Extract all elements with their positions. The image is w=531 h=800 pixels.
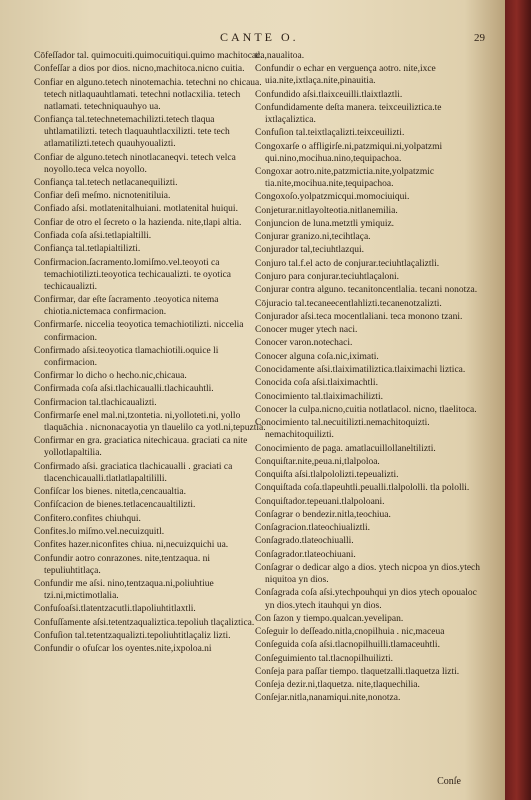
dictionary-entry: Confundir o echar en verguença aotro. nite,ixce uia.nite,ixtlaça.nite,pinauitia. — [255, 64, 436, 87]
dictionary-entry: Confuſoaſsi.tlatentzacutli.tlapoliuhtitlaxtli. — [34, 604, 196, 615]
dictionary-entry: Cōfeſſador tal. quimocuiti.quimocuitiqui.quimo machitocac. — [34, 51, 263, 61]
dictionary-entry: Conſagrador.tlateochiuani. — [255, 549, 356, 560]
dictionary-entry: Confiado aſsi. motlatenitalhuiani. motlatenital huiqui. — [34, 204, 238, 215]
dictionary-entry: Confiança tal.tetechnetemachilizti.tetech tlaqua uhtlamatilizti. tetech tlaquauhtlacxilizti. tete tech atlamatilizti.tetech quauhyoualizti. — [34, 115, 230, 150]
dictionary-entry: Conſagrada coſa aſsi.ytechpouhqui yn dios ytech opoualoc yn dios.ytech itauhqui yn dios. — [255, 588, 477, 611]
dictionary-entry: Confirmar lo dicho o hecho.nic,chicaua. — [34, 371, 187, 382]
dictionary-entry: Confiar en alguno.tetech ninotemachia. tetechni no chicaua. tetech nitlaquauhtlamati. tetechni notlacxilia. tetech natlamati. tetechniquauhyo ua. — [34, 77, 262, 112]
dictionary-entry: Conjeturar.nitlayolteotia.nitlanemilia. — [255, 205, 398, 216]
dictionary-entry: Conſagrar o dedicar algo a dios. ytech nicpoa yn dios.ytech niquitoa yn dios. — [255, 563, 481, 586]
dictionary-entry: Confirmado aſsi.teoyotica tlamachiotili.oquice li confirmacion. — [34, 345, 219, 368]
dictionary-entry: Confundir me aſsi. nino,tentzaqua.ni,poliuhtiue tzi.ni,mictimotlalia. — [34, 578, 214, 601]
dictionary-entry: tla,naualitoa. — [255, 51, 305, 61]
dictionary-entry: Conjurar contra alguno. tecanitoncentlalia. tecani nonotza. — [255, 285, 478, 296]
dictionary-entry: Conſagracion.tlateochiualiztli. — [255, 523, 371, 534]
dictionary-entry: Cōjuracio tal.tecaneecentlahlizti.tecanenotzalizti. — [255, 298, 442, 309]
dictionary-entry: Conocimiento tal.tlaiximachilizti. — [255, 391, 383, 402]
dictionary-entry: Confiança tal.tetech netlacanequilizti. — [34, 177, 178, 188]
dictionary-entry: Confirmado aſsi. graciatica tlachicaualli . graciati ca tlacenchicaualli.tlatlatlapaltililli. — [34, 461, 233, 484]
dictionary-entry: Conocida coſa aſsi.tlaiximachtli. — [255, 378, 378, 389]
dictionary-entry: Confiança tal.tetlapialtilizti. — [34, 244, 141, 255]
dictionary-entry: Confirmarſe enel mal.ni,tzontetia. ni,yolloteti.ni, yollo tlaquāchia . nicnonacayotia yn tlauelilo ca yotl.ni,tepuztia. — [34, 411, 266, 434]
running-title: CANTE O. — [220, 30, 299, 44]
dictionary-entry: Confirmar en gra. graciatica nitechicaua. graciati ca nite yollotlapaltilia. — [34, 436, 248, 459]
dictionary-entry: Conjurador aſsi.teca mocentlaliani. teca monono tzani. — [255, 311, 463, 322]
dictionary-entry: Conjurador tal,teciuhtlazqui. — [255, 245, 364, 256]
dictionary-entry: Confiar deſi meſmo. nicnotenitiluia. — [34, 191, 171, 202]
dictionary-entry: Conquiſtada coſa.tlapeuhtli.peualli.tlalpololli. tla pololli. — [255, 483, 470, 494]
dictionary-entry: Confirmada coſa aſsi.tlachicaualli.tlachicauhtli. — [34, 384, 214, 395]
dictionary-entry: Congoxar aotro.nite,patzmictia.nite,yolpatzmic tia.nite,mocihua.nite,tequipachoa. — [255, 166, 435, 190]
dictionary-entry: Conſejar.nitla,nanamiqui.nite,nonotza. — [255, 693, 401, 704]
dictionary-entry: Confundido aſsi.tlaixceuilli.tlaixtlaztli. — [255, 89, 403, 100]
dictionary-entry: Conquiſtador.tepeuani.tlalpoloani. — [255, 496, 385, 507]
dictionary-entry: Conſeja dezir.ni,tlaquetza. nite,tlaquechilia. — [255, 680, 420, 691]
dictionary-entry: Confirmar, dar eſte ſacramento .teoyotica nitema chiotia.nictemaca confirmacion. — [34, 295, 219, 318]
dictionary-entry: Confuſion tal.tetentzaqualizti.tepoliuhtitlaçaliz lizti. — [34, 630, 231, 641]
dictionary-entry: Confites hazer.niconfites chiua. ni,necuizquichi ua. — [34, 540, 229, 551]
dictionary-entry: Con ſazon y tiempo.qualcan.yevelipan. — [255, 613, 404, 624]
dictionary-entry: Confundir o ofuſcar los oyentes.nite,ixpoloa.ni — [34, 644, 212, 655]
dictionary-entry: Confiſcar los bienes. nitetla,cencaualtia. — [34, 487, 186, 498]
dictionary-entry: Confiar de otro el ſecreto o la hazienda. nite,tlapi altia. — [34, 217, 242, 228]
dictionary-entry: Conſagrado.tlateochiualli. — [255, 536, 354, 547]
dictionary-entry: Confiada coſa aſsi.tetlapialtilli. — [34, 231, 152, 241]
dictionary-entry: Conocer varon.notechaci. — [255, 338, 353, 349]
dictionary-entry: Confirmacion.ſacramento.lomiſmo.vel.teoyoti ca temachiotilizti.teoyotica techicaualizti. te oyotica techicaualizti. — [34, 257, 232, 292]
dictionary-entry: Conjuncion de luna.metztli ymiquiz. — [255, 218, 395, 229]
right-column — [255, 50, 487, 706]
page-number: 29 — [474, 32, 485, 44]
book-binding-edge — [505, 0, 531, 800]
dictionary-entry: Confiſcacion de bienes.tetlacencaualtilizti. — [34, 500, 196, 511]
dictionary-entry: Conſagrar o bendezir.nitla,teochiua. — [255, 509, 391, 520]
dictionary-entry: Conocer muger ytech naci. — [255, 325, 358, 336]
dictionary-entry: Coſeguir lo deſſeado.nitla,cnopilhuia . nic,maceua — [255, 627, 445, 638]
dictionary-entry: Congoxarſe o affligirſe.ni,patzmiqui.ni,yolpatzmi qui.nino,mocihua.nino,tequipachoa. — [255, 141, 443, 164]
dictionary-entry: Conjuro tal.f.el acto de conjurar.teciuhtlaçaliztli. — [255, 258, 440, 269]
dictionary-entry: Conocimiento tal.necuitilizti.nemachitoquizti. nemachitoquilizti. — [255, 418, 430, 441]
dictionary-entry: Conſeguimiento tal.tlacnopilhuilizti. — [255, 653, 393, 664]
catchword: Conſe — [437, 776, 461, 787]
dictionary-entry: Confundir aotro conrazones. nite,tentzaqua. ni tepuliuhtitlaça. — [34, 553, 210, 576]
page-header — [0, 30, 505, 44]
dictionary-entry: Conocer alguna coſa.nic,iximati. — [255, 351, 379, 362]
dictionary-entry: Conquiſta aſsi.tlalpololizti.tepeualizti. — [255, 470, 399, 481]
dictionary-entry: Confirmacion tal.tlachicaualizti. — [34, 397, 157, 408]
dictionary-entry: Confundidamente deſta manera. teixceuiliztica.te ixtlaçaliztica. — [255, 102, 442, 126]
dictionary-entry: Conquiſtar.nite,peua.ni,tlalpoloa. — [255, 456, 380, 467]
dictionary-entry: Confitero.confites chiuhqui. — [34, 513, 141, 524]
dictionary-entry: Conjuro para conjurar.teciuhtlaçaloni. — [255, 272, 400, 283]
dictionary-entry: Conocidamente aſsi.tlaiximatiliztica.tlaiximachi liztica. — [255, 365, 466, 375]
dictionary-entry: Confirmarſe. niccelia teoyotica temachiotilizti. niccelia confirmacion. — [34, 320, 244, 343]
dictionary-entry: Confuſſamente aſsi.tetentzaqualiztica.tepoliuh tlaçaliztica. — [34, 617, 255, 628]
dictionary-entry: Conocer la culpa.nicno,cuitia notlatlacol. nicno, tlaelitoca. — [255, 404, 477, 415]
dictionary-entry: Congoxoſo.yolpatzmicqui.momociuiqui. — [255, 192, 410, 203]
dictionary-entry: Confuſion tal.teixtlaçalizti.teixceuilizti. — [255, 128, 405, 139]
dictionary-entry: Confites.lo miſmo.vel.necuizquitl. — [34, 526, 165, 537]
dictionary-entry: Confeſſar a dios por dios. nicno,machitoca.nicno cuitia. — [34, 64, 245, 75]
dictionary-entry: Conjurar granizo.ni,tecihtlaça. — [255, 232, 371, 243]
dictionary-entry: Conocimiento de paga. amatlacuillollaneltilizti. — [255, 443, 436, 454]
left-column — [34, 50, 266, 656]
dictionary-entry: Conſeja para paſſar tiempo. tlaquetzalli.tlaquetza lizti. — [255, 666, 460, 677]
dictionary-entry: Confiar de alguno.tetech ninotlacaneqvi. tetech velca noyollo.teca velca noyollo. — [34, 152, 236, 175]
dictionary-entry: Conſeguida coſa aſsi.tlacnopilhuilli.tlamaceuhtli. — [255, 640, 440, 651]
